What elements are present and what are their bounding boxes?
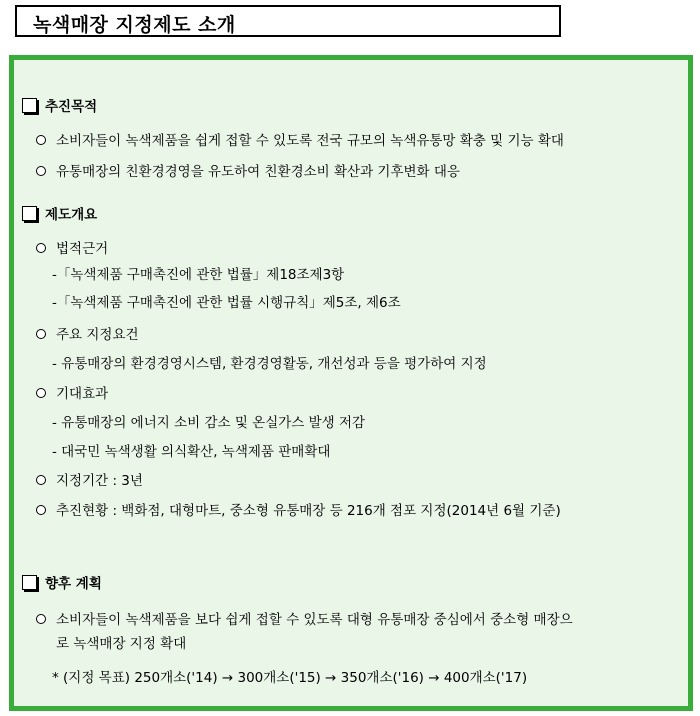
status-item: 추진현황 : 백화점, 대형마트, 중소형 유통매장 등 216개 점포 지정(2014년 6월 기준) <box>36 502 561 520</box>
purpose-item: 소비자들이 녹색제품을 쉽게 접할 수 있도록 전국 규모의 녹색유통망 확충 및 기능 확대 <box>36 132 564 150</box>
content-panel <box>9 55 693 711</box>
circle-bullet-icon <box>36 329 46 339</box>
legal-basis-subitem: -「녹색제품 구매촉진에 관한 법률 시행규칙」제5조, 제6조 <box>52 295 401 311</box>
section-purpose-label: 추진목적 <box>45 99 98 115</box>
circle-bullet-icon <box>36 505 46 515</box>
title-box <box>15 5 561 37</box>
square-bullet-icon <box>22 575 37 590</box>
period-item: 지정기간 : 3년 <box>36 472 143 490</box>
future-item-continuation: 로 녹색매장 지정 확대 <box>56 636 187 652</box>
section-future-heading <box>22 575 102 593</box>
square-bullet-icon <box>22 206 37 221</box>
circle-bullet-icon <box>36 475 46 485</box>
effects-subitem: - 유통매장의 에너지 소비 감소 및 온실가스 발생 저감 <box>52 415 366 431</box>
circle-bullet-icon <box>36 135 46 145</box>
square-bullet-icon <box>22 98 37 113</box>
section-purpose-heading <box>22 98 97 116</box>
section-overview-label: 제도개요 <box>45 207 98 223</box>
page-title: 녹색매장 지정제도 소개 <box>33 14 236 36</box>
circle-bullet-icon <box>36 243 46 253</box>
requirements-subitem: - 유통매장의 환경경영시스템, 환경경영활동, 개선성과 등을 평가하여 지정 <box>52 356 487 372</box>
purpose-item: 유통매장의 친환경경영을 유도하여 친환경소비 확산과 기후변화 대응 <box>36 163 460 181</box>
circle-bullet-icon <box>36 166 46 176</box>
circle-bullet-icon <box>36 614 46 624</box>
circle-bullet-icon <box>36 388 46 398</box>
effects-item: 기대효과 <box>36 385 108 403</box>
section-overview-heading <box>22 206 97 224</box>
legal-basis-item: 법적근거 <box>36 240 108 258</box>
future-target: * (지정 목표) 250개소('14) → 300개소('15) → 350개소('16) → 400개소('17) <box>52 670 528 686</box>
effects-subitem: - 대국민 녹색생활 의식확산, 녹색제품 판매확대 <box>52 444 331 460</box>
future-item: 소비자들이 녹색제품을 보다 쉽게 접할 수 있도록 대형 유통매장 중심에서 중소형 매장으 <box>36 611 573 629</box>
legal-basis-subitem: -「녹색제품 구매촉진에 관한 법률」제18조제3항 <box>52 267 345 283</box>
requirements-item: 주요 지정요건 <box>36 326 139 344</box>
section-future-label: 향후 계획 <box>45 576 102 592</box>
